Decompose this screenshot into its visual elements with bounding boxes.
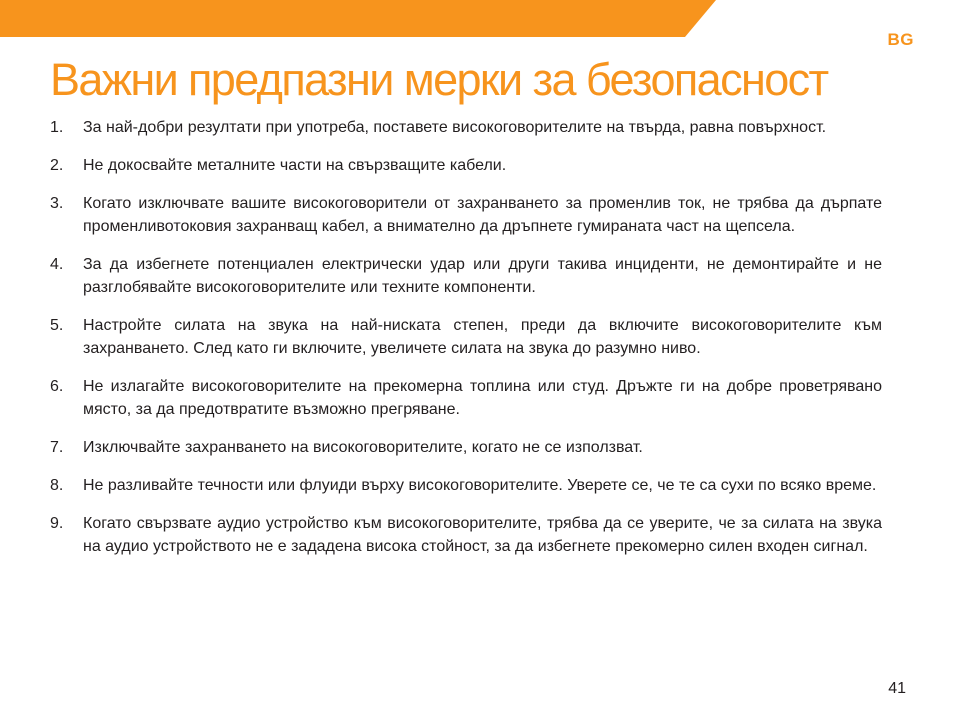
list-item (50, 253, 882, 299)
orange-header-band (0, 0, 954, 40)
page-number: 41 (888, 680, 906, 697)
item-number: 7. (50, 439, 64, 456)
page-title: Важни предпазни мерки за безопасност (50, 54, 828, 105)
list-item (50, 154, 882, 177)
item-text: Не излагайте високоговорителите на прекомерна топлина или студ. Дръжте ги на добре проветрявано място, за да предотвратите възможно прегряване. (83, 378, 882, 418)
item-text: Изключвайте захранването на високоговорителите, когато не се използват. (83, 439, 643, 456)
item-number: 1. (50, 119, 64, 136)
orange-header-shape (0, 0, 716, 37)
item-number: 4. (50, 256, 64, 273)
item-number: 3. (50, 195, 64, 212)
item-text: Не докосвайте металните части на свързващите кабели. (83, 157, 507, 174)
list-item (50, 192, 882, 238)
item-text: Когато изключвате вашите високоговорители от захранването за променлив ток, не трябва да дърпате променливотоковия захранващ кабел, а внимателно да дръпнете гумираната част на щепсела. (83, 195, 882, 235)
item-text: За да избегнете потенциален електрически удар или други такива инциденти, не демонтирайте и не разглобявайте високоговорителите или техните компоненти. (83, 256, 882, 296)
item-number: 2. (50, 157, 64, 174)
list-item (50, 512, 882, 558)
item-text: Когато свързвате аудио устройство към високоговорителите, трябва да се уверите, че за силата на звука на аудио устройството не е зададена висока стойност, за да избегнете прекомерно силен входен сигнал. (83, 515, 882, 555)
item-text: За най-добри резултати при употреба, поставете високоговорителите на твърда, равна повърхност. (83, 119, 827, 136)
item-text: Не разливайте течности или флуиди върху високоговорителите. Уверете се, че те са сухи по всяко време. (83, 477, 877, 494)
safety-precautions-list (50, 116, 882, 573)
list-item (50, 314, 882, 360)
list-item (50, 436, 882, 459)
list-item (50, 375, 882, 421)
item-number: 9. (50, 515, 64, 532)
item-number: 6. (50, 378, 64, 395)
item-number: 8. (50, 477, 64, 494)
language-code: BG (887, 30, 914, 49)
list-item (50, 116, 882, 139)
item-number: 5. (50, 317, 64, 334)
item-text: Настройте силата на звука на най-ниската степен, преди да включите високоговорителите към захранването. След като ги включите, увеличете силата на звука до разумно ниво. (83, 317, 882, 357)
list-item (50, 474, 882, 497)
